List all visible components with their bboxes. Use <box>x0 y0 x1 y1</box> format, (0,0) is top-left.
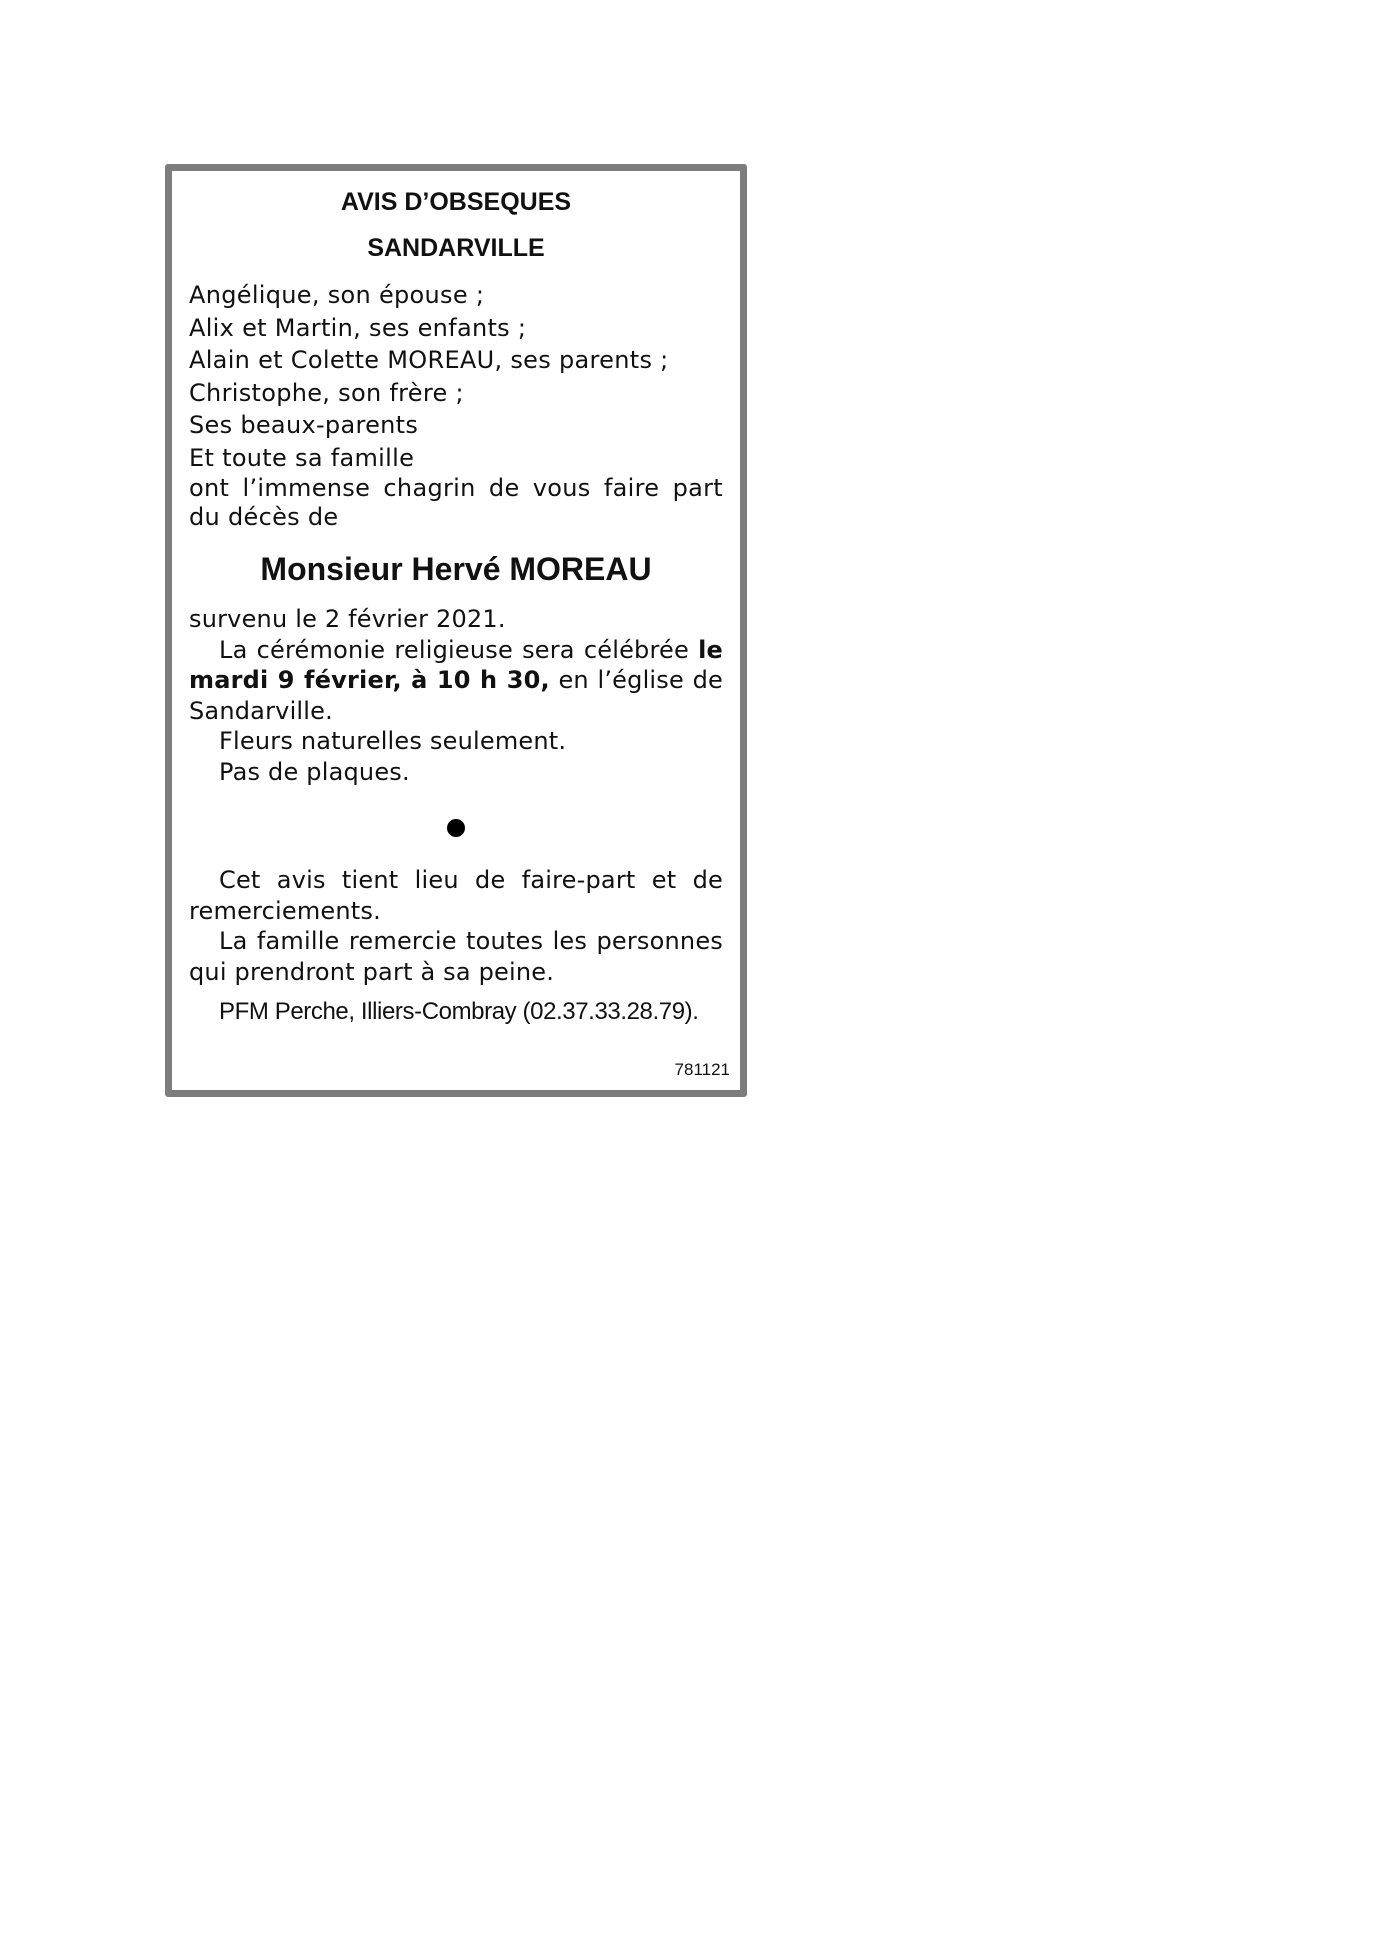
family-line: Ses beaux-parents <box>189 411 419 439</box>
closing-line: La famille remercie toutes les personnes qui prendront part à sa peine. <box>189 927 723 986</box>
notice-body <box>189 604 723 787</box>
obituary-notice <box>165 164 747 1097</box>
family-list <box>189 279 723 532</box>
ceremony-paragraph <box>189 635 723 727</box>
bullet-icon <box>447 819 465 837</box>
ceremony-intro: La cérémonie religieuse sera célébrée <box>219 635 699 664</box>
separator <box>189 801 723 851</box>
plaques-note: Pas de plaques. <box>219 757 410 786</box>
deceased-name: Monsieur Hervé MOREAU <box>260 551 652 587</box>
notice-town: SANDARVILLE <box>367 234 545 262</box>
family-line: Alix et Martin, ses enfants ; <box>189 313 527 342</box>
family-line: Christophe, son frère ; <box>189 378 464 407</box>
death-date: survenu le 2 février 2021. <box>189 605 506 633</box>
flowers-note: Fleurs naturelles seulement. <box>219 727 567 755</box>
reference-number: 781121 <box>674 1060 730 1079</box>
ceremony-place: en l’église de Sandarville. <box>189 666 723 725</box>
family-announcement: ont l’immense chagrin de vous faire part du décès de <box>189 474 723 531</box>
family-line: Alain et Colette MOREAU, ses parents ; <box>189 346 669 374</box>
family-line: Et toute sa famille <box>189 443 415 472</box>
closing-text <box>189 865 723 987</box>
family-line: Angélique, son épouse ; <box>189 281 485 309</box>
notice-title: AVIS D’OBSEQUES <box>340 188 572 216</box>
ceremony-date-time: le mardi 9 février, à 10 h 30, <box>189 635 723 694</box>
funeral-home: PFM Perche, Illiers-Combray (02.37.33.28.79). <box>219 998 699 1025</box>
closing-line: Cet avis tient lieu de faire-part et de remerciements. <box>189 866 723 925</box>
